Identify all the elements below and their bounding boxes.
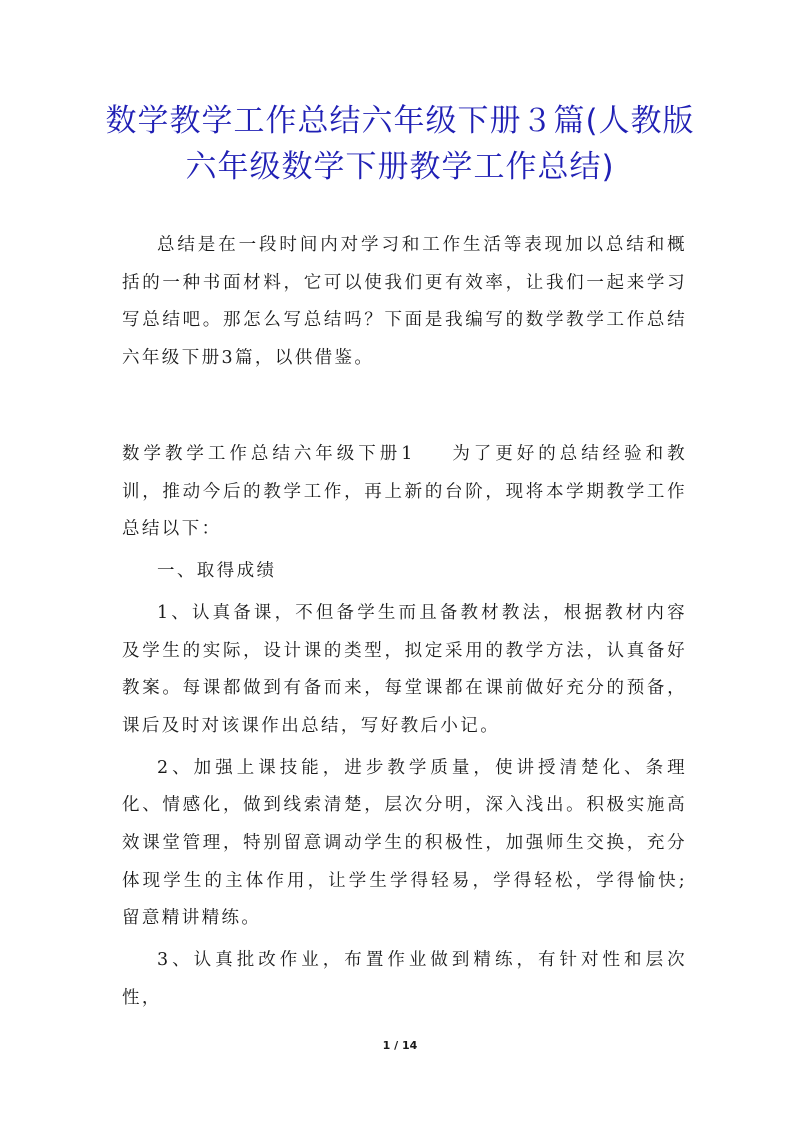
list-item: 3、认真批改作业，布置作业做到精练，有针对性和层次性， <box>122 950 687 1008</box>
subheading: 一、取得成绩 <box>157 561 277 582</box>
page-number: 1 / 14 <box>382 1039 418 1052</box>
main-content <box>122 436 687 1018</box>
list-item: 2、加强上课技能，进步教学质量，使讲授清楚化、条理化、情感化，做到线索清楚，层次分明，深入浅出。积极实施高效课堂管理，特别留意调动学生的积极性，加强师生交换，充分体现学生的主体作用，让学生学得轻易，学得轻松，学得愉快;留意精讲精练。 <box>122 757 687 929</box>
intro-text: 总结是在一段时间内对学习和工作生活等表现加以总结和概括的一种书面材料，它可以使我们更有效率，让我们一起来学习写总结吧。那怎么写总结吗？下面是我编写的数学教学工作总结六年级下册3篇，以供借鉴。 <box>122 235 687 369</box>
section-heading: 数学教学工作总结六年级下册1 <box>122 444 415 464</box>
section-lead: 为了更好的总结经验和教训，推动今后的教学工作，再上新的台阶，现将本学期教学工作总结以下： <box>122 444 688 540</box>
document-title <box>80 98 720 190</box>
intro-paragraph <box>122 227 687 378</box>
title-line-2: 六年级数学下册教学工作总结) <box>185 149 615 185</box>
list-item: 1、认真备课，不但备学生而且备教材教法，根据教材内容及学生的实际，设计课的类型，拟定采用的教学方法，认真备好教案。每课都做到有备而来，每堂课都在课前做好充分的预备，课后及时对该课作出总结，写好教后小记。 <box>122 602 687 736</box>
section-paragraph <box>122 436 687 549</box>
title-line-1: 数学教学工作总结六年级下册３篇(人教版 <box>105 103 695 139</box>
